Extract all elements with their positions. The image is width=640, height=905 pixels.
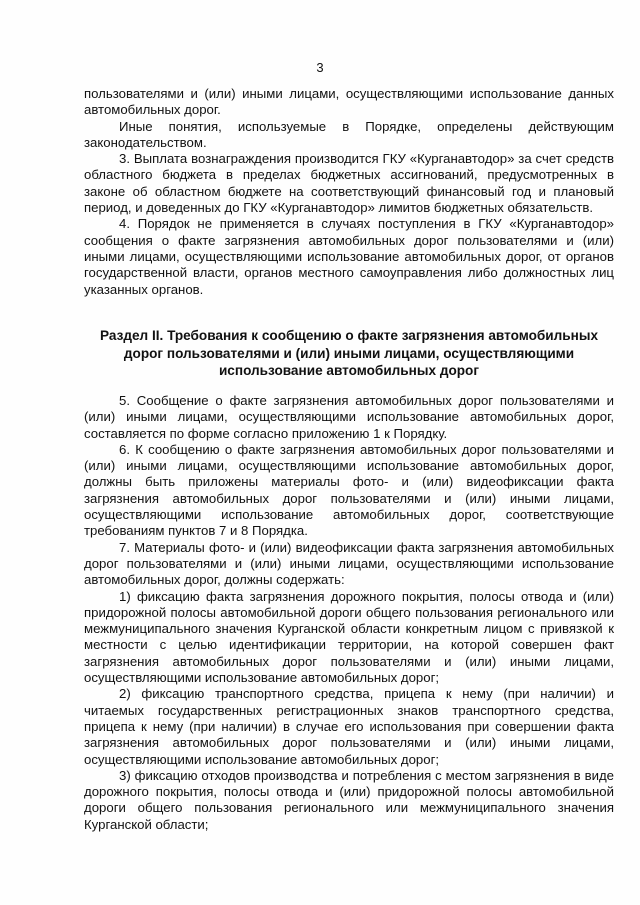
paragraph-other-terms: Иные понятия, используемые в Порядке, определены действующим законодательством. [84, 118, 614, 150]
text-block-top [84, 86, 614, 298]
paragraph-item-4: 4. Порядок не применяется в случаях поступления в ГКУ «Курганавтодор» сообщения о факте загрязнения автомобильных дорог пользователями и (или) иными лицами, осуществляющими использование автомобильных дорог, от органов государственной власти, органов местного самоуправления либо должностных лиц указанных органов. [84, 216, 614, 297]
paragraph-subitem-2: 2) фиксацию транспортного средства, прицепа к нему (при наличии) и читаемых государственных регистрационных знаков транспортного средства, прицепа к нему (при наличии) в случае его использования при совершении факта загрязнения автомобильных дорог пользователями и (или) иными лицами, осуществляющими использование автомобильных дорог; [84, 686, 614, 767]
paragraph-subitem-1: 1) фиксацию факта загрязнения дорожного покрытия, полосы отвода и (или) придорожной полосы автомобильной дороги общего пользования регионального или межмуниципального значения Курганской области конкретным лицом с привязкой к местности с целью идентификации территории, на которой совершен факт загрязнения автомобильных дорог пользователями и (или) иными лицами, осуществляющими использование автомобильных дорог; [84, 588, 614, 686]
text-block-bottom [84, 393, 614, 833]
paragraph-item-7: 7. Материалы фото- и (или) видеофиксации факта загрязнения автомобильных дорог пользователями и (или) иными лицами, осуществляющими использование автомобильных дорог, должны содержать: [84, 539, 614, 588]
paragraph-item-6: 6. К сообщению о факте загрязнения автомобильных дорог пользователями и (или) иными лицами, осуществляющими использование автомобильных дорог, должны быть приложены материалы фото- и (или) видеофиксации факта загрязнения автомобильных дорог пользователями и (или) иными лицами, осуществляющими использование автомобильных дорог, соответствующие требованиям пунктов 7 и 8 Порядка. [84, 441, 614, 539]
page-number: 3 [316, 60, 324, 75]
paragraph-item-3: 3. Выплата вознаграждения производится ГКУ «Курганавтодор» за счет средств областного бюджета в пределах бюджетных ассигнований, предусмотренных в законе об областном бюджете на соответствующий финансовый год и плановый период, и доведенных до ГКУ «Курганавтодор» лимитов бюджетных обязательств. [84, 151, 614, 216]
section-heading: Раздел II. Требования к сообщению о факте загрязнения автомобильных дорог пользователями и (или) иными лицами, осуществляющими использование автомобильных дорог [99, 328, 599, 378]
paragraph-item-5: 5. Сообщение о факте загрязнения автомобильных дорог пользователями и (или) иными лицами, осуществляющими использование автомобильных дорог, составляется по форме согласно приложению 1 к Порядку. [84, 393, 614, 441]
paragraph-subitem-3: 3) фиксацию отходов производства и потребления с местом загрязнения в виде дорожного покрытия, полосы отвода и (или) придорожной полосы автомобильной дороги общего пользования регионального или межмуниципального значения Курганской области; [84, 767, 614, 832]
paragraph-continuation: пользователями и (или) иными лицами, осуществляющими использование данных автомобильных дорог. [84, 86, 614, 118]
